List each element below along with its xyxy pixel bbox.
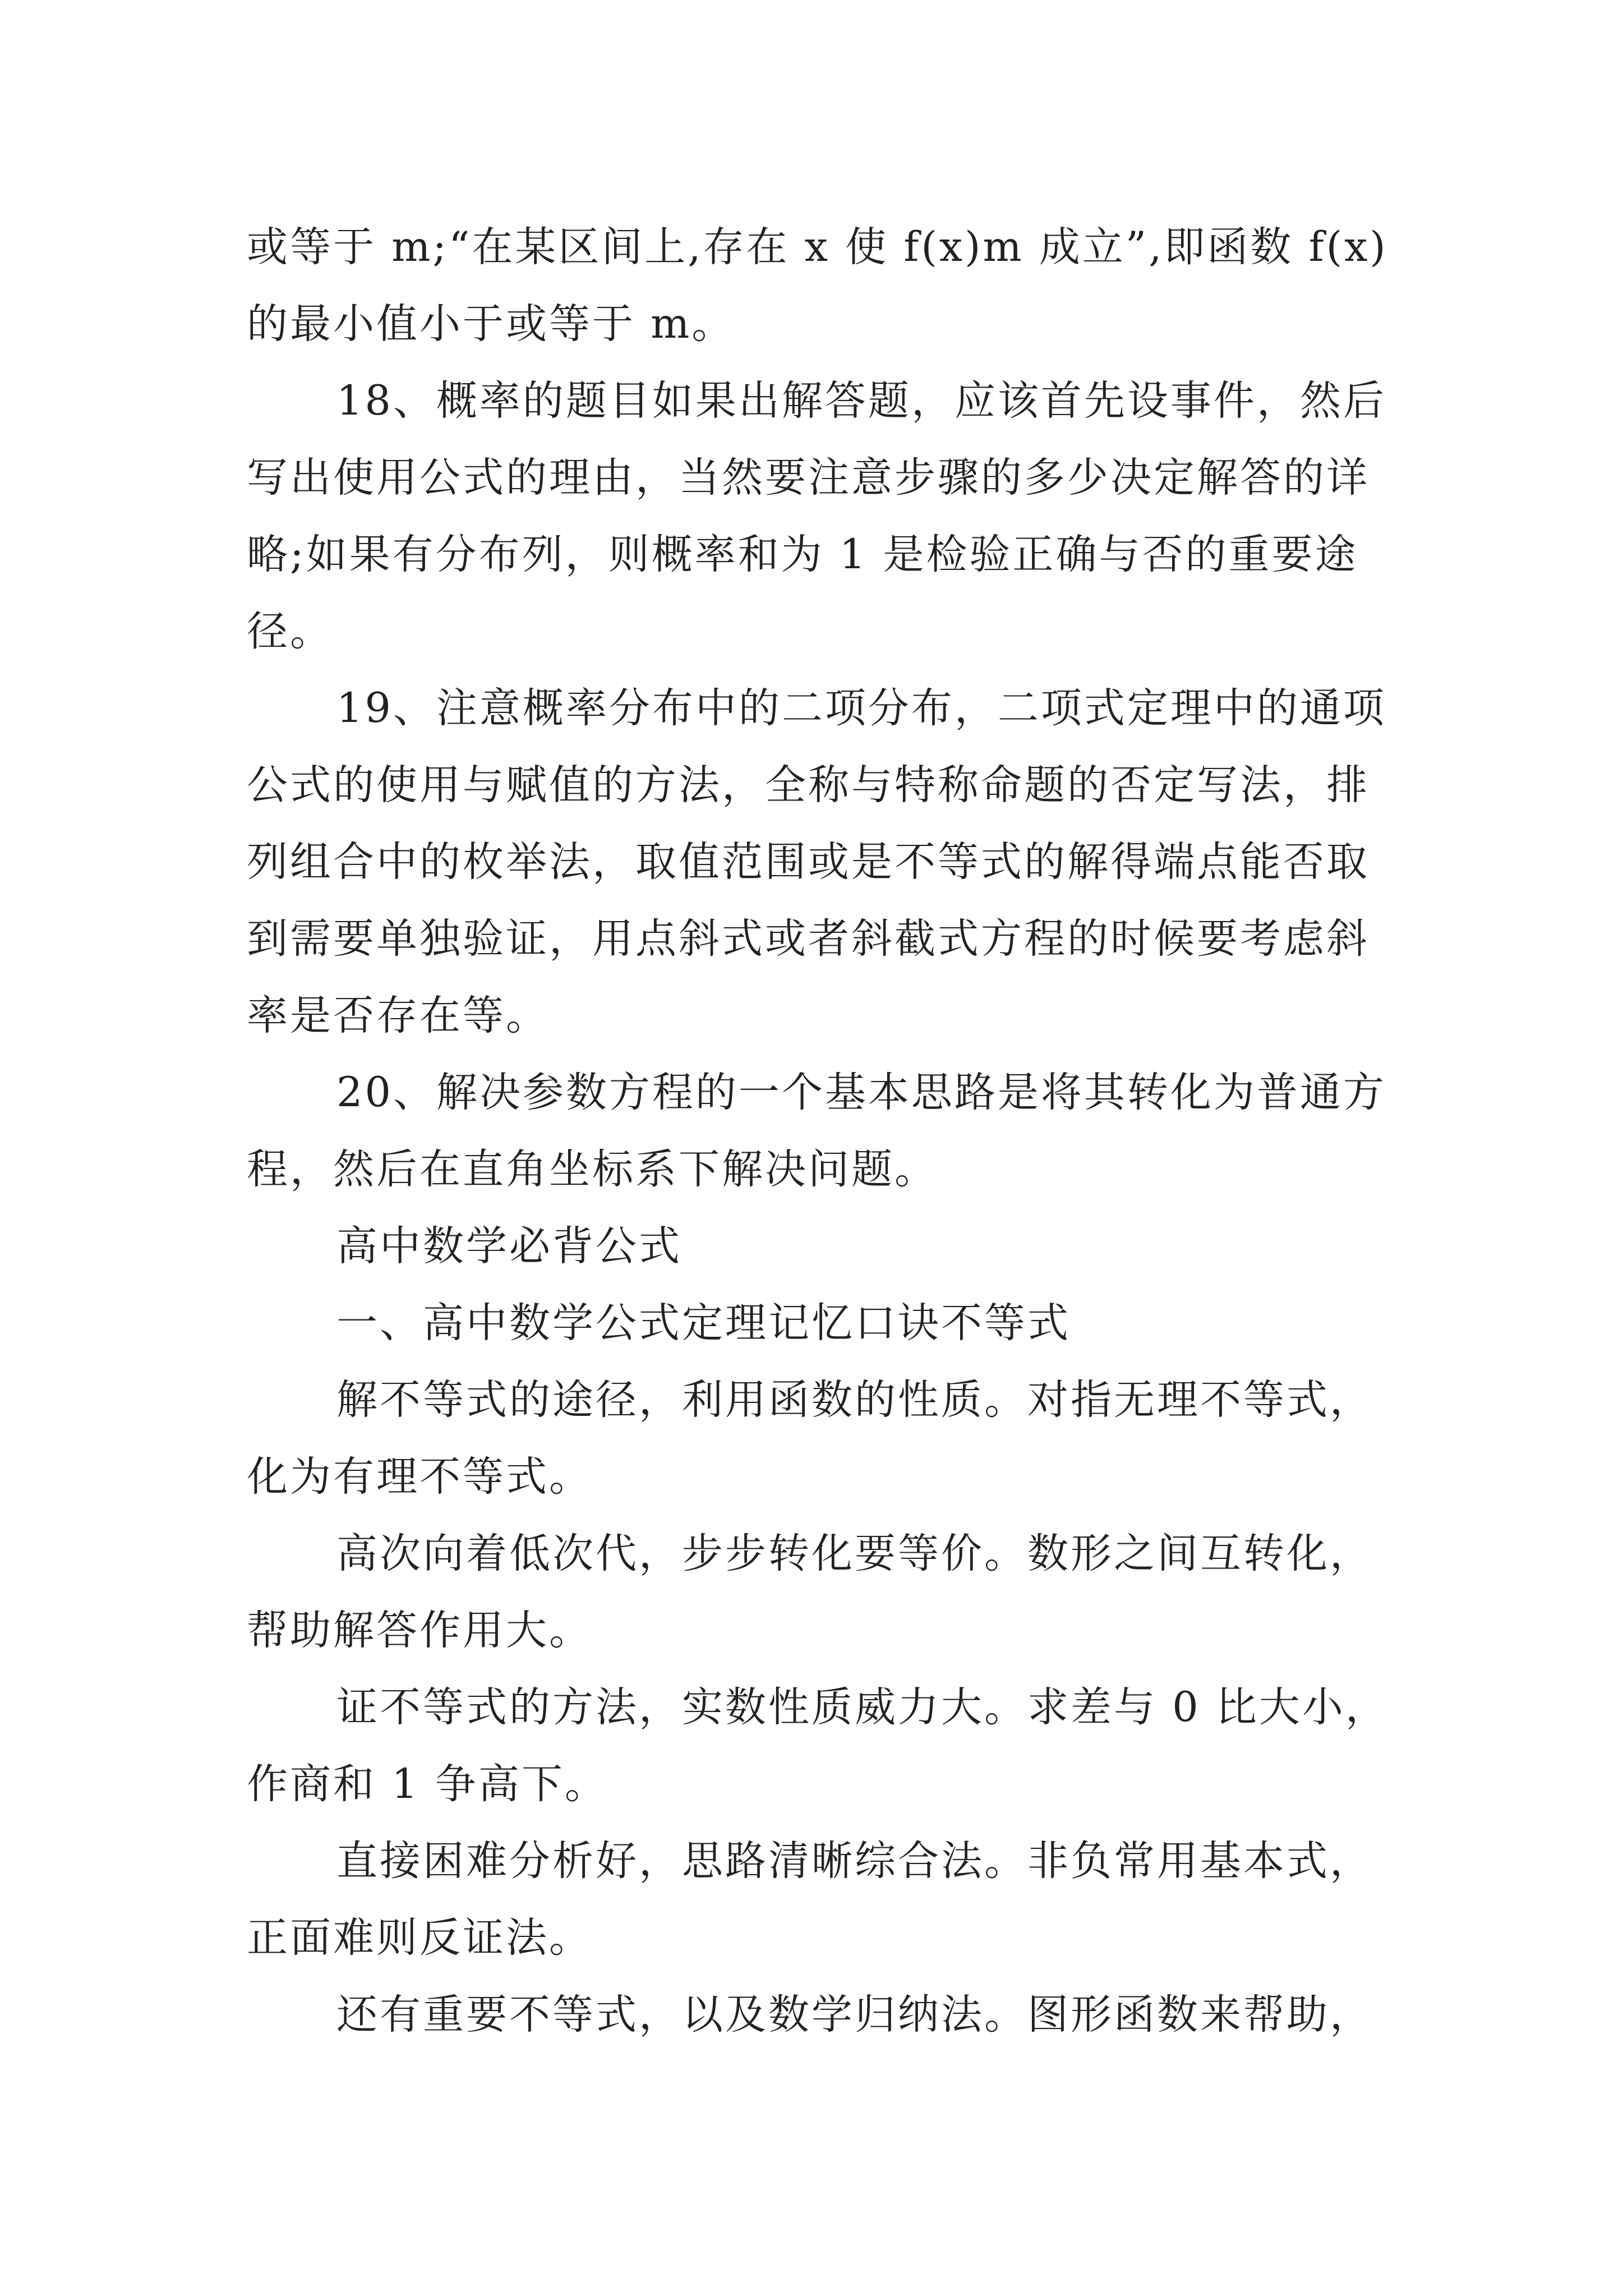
verse-paragraph-5	[247, 1976, 1385, 2053]
text-line: 率是否存在等。	[247, 992, 549, 1039]
text-line: 化为有理不等式。	[247, 1453, 592, 1501]
document-body	[247, 209, 1389, 2053]
text-line: 列组合中的枚举法，取值范围或是不等式的解得端点能否取	[247, 838, 1370, 886]
subheading-line: 一、高中数学公式定理记忆口诀不等式	[336, 1299, 1071, 1347]
paragraph-item-20	[247, 1054, 1385, 1208]
text-line: 程，然后在直角坐标系下解决问题。	[247, 1145, 938, 1193]
text-line: 到需要单独验证，用点斜式或者斜截式方程的时候要考虑斜	[247, 915, 1370, 963]
text-line: 18、概率的题目如果出解答题，应该首先设事件，然后	[336, 377, 1386, 425]
text-line: 或等于 m;“在某区间上,存在 x 使 f(x)m 成立”,即函数 f(x)	[247, 223, 1388, 271]
text-line: 解不等式的途径，利用函数的性质。对指无理不等式，	[336, 1376, 1373, 1424]
section-subheading	[247, 1285, 1385, 1361]
text-line: 直接困难分析好，思路清晰综合法。非负常用基本式，	[336, 1837, 1373, 1885]
text-line: 证不等式的方法，实数性质威力大。求差与 0 比大小，	[336, 1683, 1389, 1731]
text-line: 19、注意概率分布中的二项分布，二项式定理中的通项	[336, 684, 1386, 732]
text-line: 帮助解答作用大。	[247, 1607, 592, 1654]
text-line: 还有重要不等式，以及数学归纳法。图形函数来帮助，	[336, 1991, 1373, 2039]
text-line: 高次向着低次代，步步转化要等价。数形之间互转化，	[336, 1530, 1373, 1577]
paragraph-item-19	[247, 670, 1385, 1054]
text-line: 作商和 1 争高下。	[247, 1760, 608, 1808]
text-line: 的最小值小于或等于 m。	[247, 300, 735, 348]
text-line: 写出使用公式的理由，当然要注意步骤的多少决定解答的详	[247, 454, 1370, 501]
verse-paragraph-2	[247, 1515, 1385, 1669]
paragraph-item-18	[247, 362, 1385, 670]
verse-paragraph-4	[247, 1823, 1385, 1976]
verse-paragraph-3	[247, 1669, 1389, 1823]
verse-paragraph-1	[247, 1361, 1385, 1515]
text-line: 公式的使用与赋值的方法，全称与特称命题的否定写法，排	[247, 761, 1370, 809]
paragraph-continuation	[247, 209, 1388, 362]
text-line: 径。	[247, 608, 333, 655]
heading-line: 高中数学必背公式	[336, 1222, 682, 1270]
text-line: 20、解决参数方程的一个基本思路是将其转化为普通方	[336, 1069, 1386, 1116]
section-heading	[247, 1208, 1385, 1285]
text-line: 略;如果有分布列，则概率和为 1 是检验正确与否的重要途	[247, 531, 1358, 578]
text-line: 正面难则反证法。	[247, 1914, 592, 1962]
